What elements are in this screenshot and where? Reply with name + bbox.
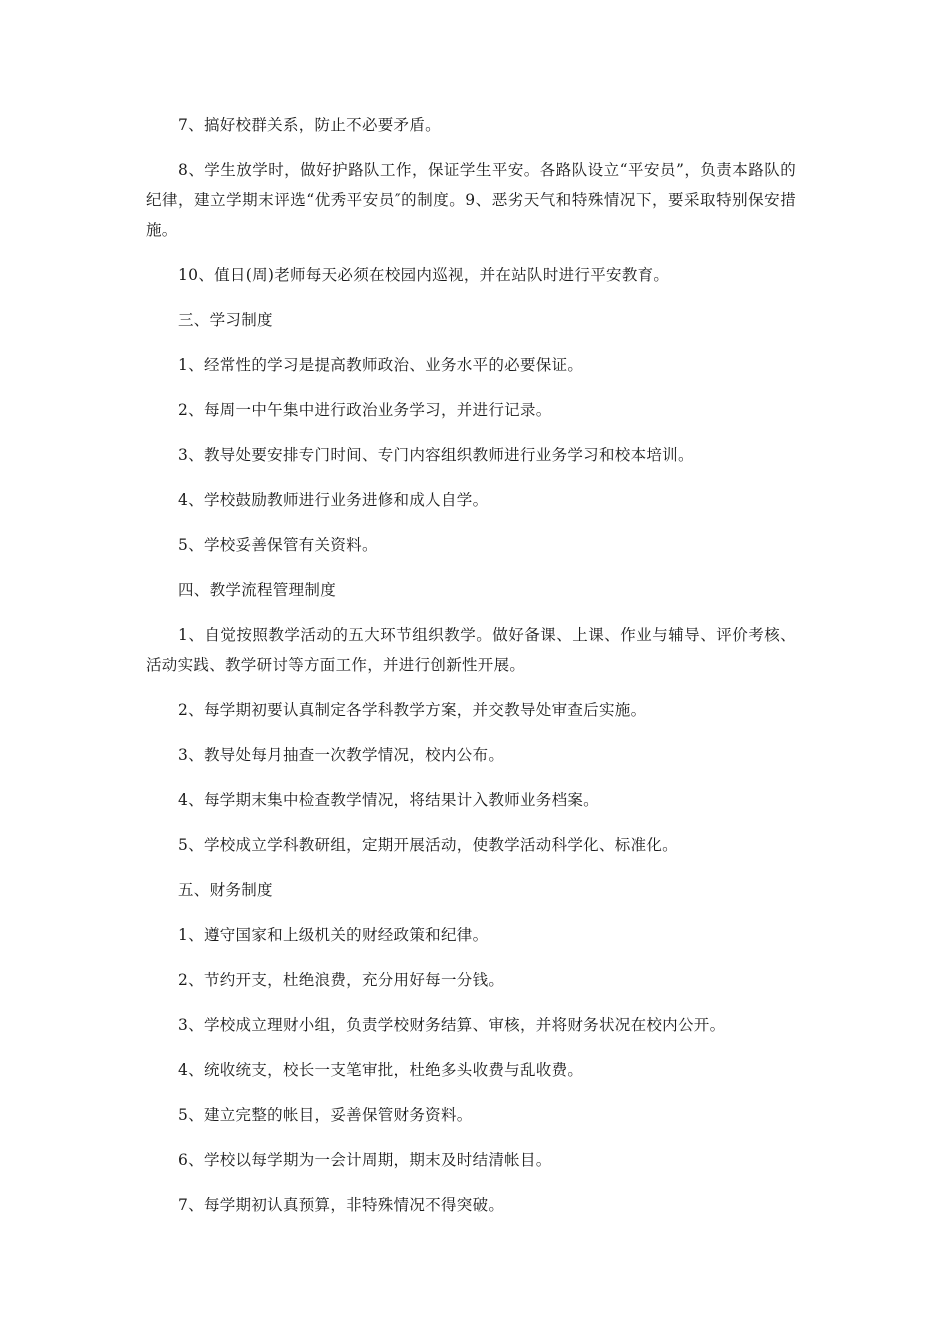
section-heading: 三、学习制度 xyxy=(178,311,273,329)
paragraph: 7、每学期初认真预算，非特殊情况不得突破。 xyxy=(178,1196,505,1214)
section-heading: 五、财务制度 xyxy=(178,881,273,899)
paragraph: 3、教导处要安排专门时间、专门内容组织教师进行业务学习和校本培训。 xyxy=(178,446,694,464)
section-heading: 四、教学流程管理制度 xyxy=(178,581,337,599)
paragraph: 5、学校成立学科教研组，定期开展活动，使教学活动科学化、标准化。 xyxy=(178,836,678,854)
paragraph: 1、自觉按照教学活动的五大环节组织教学。做好备课、上课、作业与辅导、评价考核、活动实践、教学研讨等方面工作，并进行创新性开展。 xyxy=(146,626,796,674)
paragraph: 3、教导处每月抽查一次教学情况，校内公布。 xyxy=(178,746,505,764)
paragraph: 3、学校成立理财小组，负责学校财务结算、审核，并将财务状况在校内公开。 xyxy=(178,1016,726,1034)
paragraph: 2、节约开支，杜绝浪费，充分用好每一分钱。 xyxy=(178,971,505,989)
paragraph: 1、遵守国家和上级机关的财经政策和纪律。 xyxy=(178,926,489,944)
paragraph: 5、学校妥善保管有关资料。 xyxy=(178,536,378,554)
paragraph: 4、每学期末集中检查教学情况，将结果计入教师业务档案。 xyxy=(178,791,599,809)
paragraph: 2、每周一中午集中进行政治业务学习，并进行记录。 xyxy=(178,401,552,419)
paragraph: 8、学生放学时，做好护路队工作，保证学生平安。各路队设立“平安员”，负责本路队的纪律，建立学期末评选“优秀平安员″的制度。9、恶劣天气和特殊情况下，要采取特别保安措施。 xyxy=(146,161,796,239)
paragraph: 1、经常性的学习是提高教师政治、业务水平的必要保证。 xyxy=(178,356,584,374)
paragraph: 4、学校鼓励教师进行业务进修和成人自学。 xyxy=(178,491,489,509)
paragraph: 6、学校以每学期为一会计周期，期末及时结清帐目。 xyxy=(178,1151,552,1169)
paragraph: 2、每学期初要认真制定各学科教学方案，并交教导处审查后实施。 xyxy=(178,701,647,719)
paragraph: 4、统收统支，校长一支笔审批，杜绝多头收费与乱收费。 xyxy=(178,1061,584,1079)
paragraph: 10、值日(周)老师每天必须在校园内巡视，并在站队时进行平安教育。 xyxy=(178,266,670,284)
paragraph: 7、搞好校群关系，防止不必要矛盾。 xyxy=(178,116,441,134)
document-body xyxy=(146,110,796,1235)
paragraph: 5、建立完整的帐目，妥善保管财务资料。 xyxy=(178,1106,473,1124)
